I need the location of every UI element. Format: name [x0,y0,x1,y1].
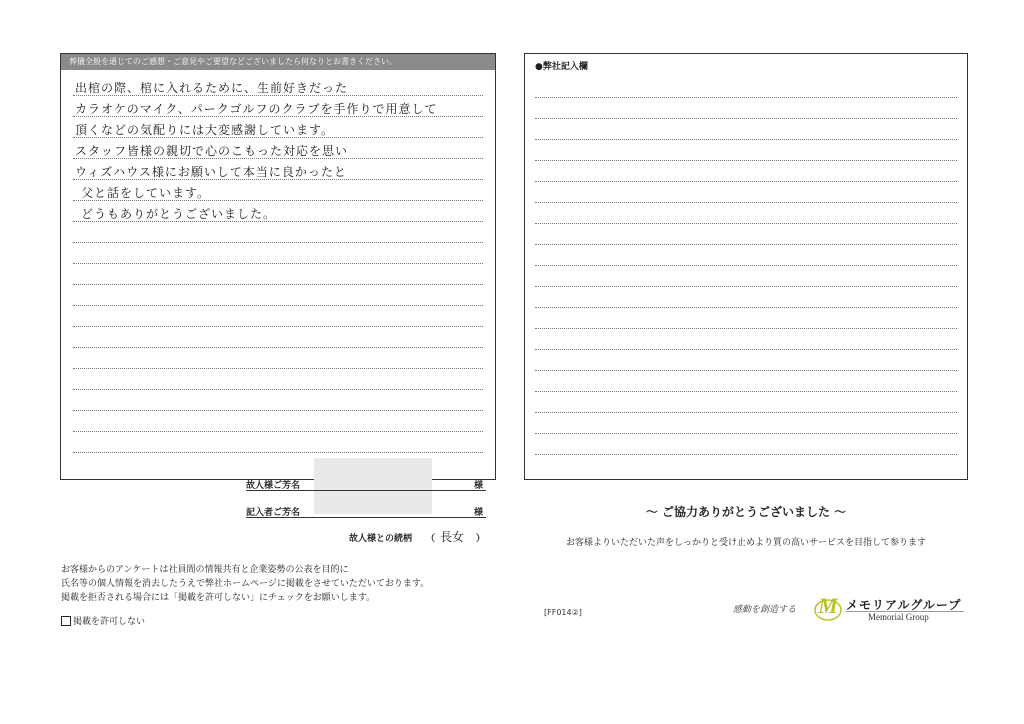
ruled-line [535,370,957,371]
thanks-title: 〜 ご協力ありがとうございました 〜 [645,505,847,519]
ruled-line [535,328,957,329]
ruled-line [535,412,957,413]
ruled-line [73,452,483,453]
relation-open-paren: （ [426,534,436,544]
ruled-line [73,389,483,390]
ruled-line [535,391,957,392]
no-publish-option[interactable] [61,614,145,627]
notice-line-3: 掲載を拒否される場合には「掲載を許可しない」にチェックをお願いします。 [61,593,376,603]
relation-value: 長女 [440,530,465,544]
ruled-line [535,118,957,119]
ruled-line [535,286,957,287]
comment-box-header: 葬儀全般を通じてのご感想・ご意見やご要望などございましたら何なりとお書きください。 [61,54,495,70]
ruled-line [535,349,957,350]
ruled-line [535,139,957,140]
no-publish-checkbox[interactable] [61,616,71,626]
honorific-sama: 様 [474,508,484,518]
notice-line-2: 氏名等の個人情報を消去したうえで弊社ホームページに掲載をさせていただいております。 [61,579,430,589]
ruled-line [535,244,957,245]
ruled-line [73,305,483,306]
staff-notes-box [524,53,968,480]
ruled-line [73,431,483,432]
handwritten-line: ウィズハウス様にお願いして本当に良かったと [75,165,347,179]
ruled-line [535,433,957,434]
brand-name-jp: メモリアルグループ [846,598,962,612]
ruled-line [535,97,957,98]
ruled-line [535,181,957,182]
ruled-line [535,202,957,203]
ruled-line [73,242,483,243]
ruled-line [73,347,483,348]
thanks-message: お客様よりいただいた声をしっかりと受け止めより質の高いサービスを目指して参ります [565,538,926,548]
handwritten-line: カラオケのマイク、パークゴルフのクラブを手作りで用意して [75,102,438,116]
handwritten-line: スタッフ皆様の親切で心のこもった対応を思い [75,144,349,158]
ruled-line [535,454,957,455]
ruled-line [535,265,957,266]
honorific-sama: 様 [474,481,484,491]
handwritten-line: 父と話をしています。 [81,186,211,200]
comment-box [60,53,496,480]
relation-close-paren: ） [476,534,486,544]
no-publish-label: 掲載を許可しない [73,617,146,627]
deceased-name-label: 故人様ご芳名 [246,481,301,491]
writer-name-underline [246,517,486,518]
handwritten-line: 頂くなどの気配りには大変感謝しています。 [75,123,335,137]
ruled-line [535,307,957,308]
ruled-line [73,326,483,327]
logo-letter: M [818,593,838,618]
brand-tagline: 感動を創造する [733,605,797,615]
notice-line-1: お客様からのアンケートは社員間の情報共有と企業姿勢の公表を目的に [61,565,349,575]
writer-name-label: 記入者ご芳名 [246,508,301,518]
redacted-name [314,458,432,514]
deceased-name-underline [246,490,486,491]
relation-label: 故人様との続柄 [349,534,413,544]
ruled-line [535,223,957,224]
ruled-line [73,284,483,285]
staff-notes-header: ●弊社記入欄 [535,62,588,72]
ruled-line [73,368,483,369]
brand-name-en: Memorial Group [868,612,929,622]
handwritten-line: 出棺の際、棺に入れるために、生前好きだった [75,81,349,95]
handwritten-line: どうもありがとうございました。 [81,207,277,221]
ruled-line [73,263,483,264]
memorial-group-logo-icon [813,590,843,622]
ruled-line [73,410,483,411]
form-code: [FF014②] [544,608,582,617]
ruled-line [535,160,957,161]
